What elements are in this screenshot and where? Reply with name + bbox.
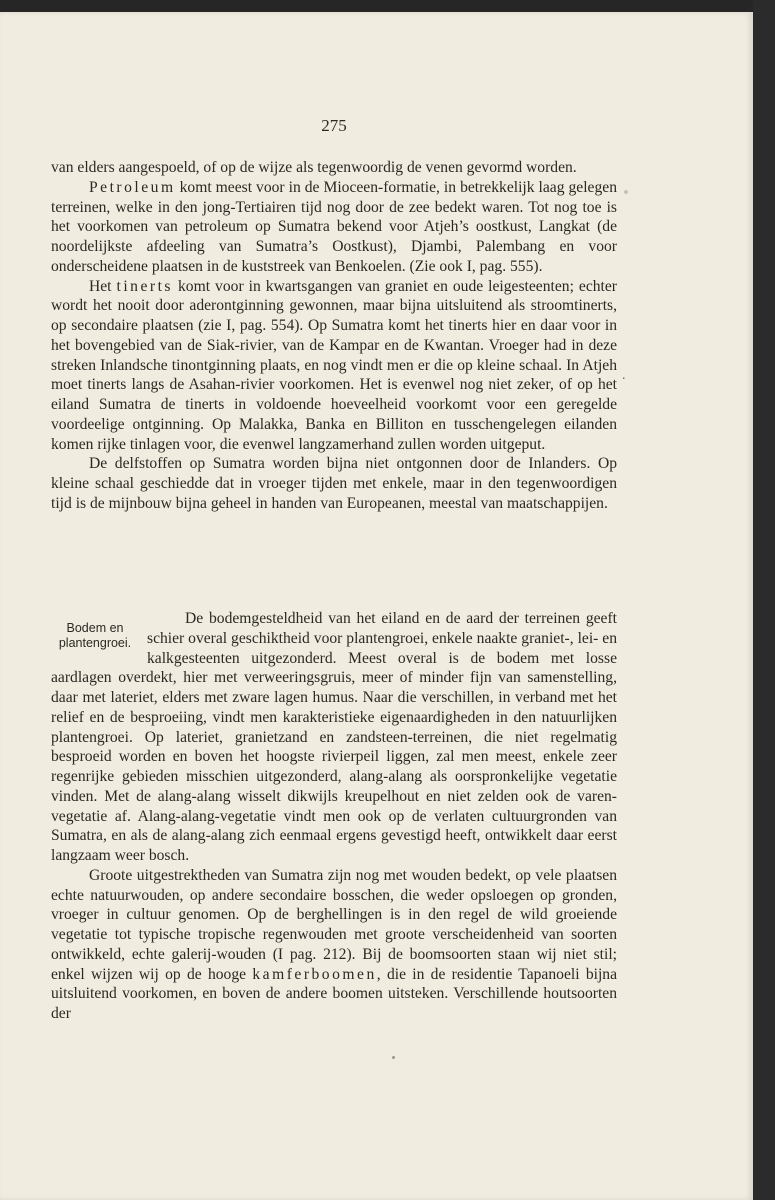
paragraph-intro: van elders aangespoeld, of op de wijze als tegenwoordig de venen gevormd worden. [51, 159, 577, 176]
scan-border-top [0, 0, 775, 12]
side-note-heading [51, 621, 139, 651]
text-block-vegetation [51, 609, 617, 1024]
paragraph-tinerts [51, 277, 617, 455]
tinerts-text-b: . Vroeger had in deze streken Inlandsche tinontginning plaats, en nog vindt men er die op kleine schaal. In Atjeh moet tinerts langs de Asahan-rivier voorkomen. Het is evenwel nog niet zeker, of op het eiland Sumatra de tinerts in voldoende hoeveelheid voorkomt voor een geregelde voordeelige ontginning. Op Malakka, Banka en Billiton en tusschengelegen eilanden komen rijke tinlagen voor, die evenwel langzamerhand zullen worden uitgeput. [51, 336, 618, 453]
petroleum-text: komt meest voor in de Mioceen-formatie, in betrekkelijk laag gelegen terreinen, welke in den jong-Tertiairen tijd nog door de zee bedekt waren. Tot nog toe is het voorkomen van petroleum op Sumatra bekend voor Atjeh’s oostkust, Langkat (de noordelijkste afdeeling van Sumatra’s Oostkust), Djambi, Palembang en voor onderscheidene plaatsen in de kuststreek van Benkoelen. (Zie ook I, pag. 555). [51, 178, 617, 275]
keyword-kamferboomen: kamferboomen [252, 965, 377, 983]
side-note-line-2: plantengroei. [58, 636, 132, 650]
paragraph-wouden [51, 866, 617, 1024]
paragraph-bodem: De bodemgesteldheid van het eiland en de aard der terreinen geeft schier overal geschiktheid voor plantengroei, enkele naakte graniet-, lei- en kalkgesteenten uitgezonderd. Meest overal is de bodem met losse aardlagen overdekt, hier met verweeringsgruis, meer of minder fijn van samenstelling, daar met lateriet, elders met zware lagen humus. Naar die verschillen, in verband met het relief en de besproeiing, vindt men karakteristieke eigenaardigheden in den natuurlijken plantengroei. Op lateriet, granietzand en zandsteen-terreinen, die niet regelmatig besproeid worden en boven het hoogste rivierpeil liggen, zal men meest, enkele zeer regenrijke gebieden misschien uitgezonderd, alang-alang als oorspronkelijke vegetatie vinden. Met de alang-alang wisselt dikwijls kreupelhout en niet zelden ook de varen-vegetatie af. Alang-alang-vegetatie vindt men ook op de verlaten cultuurgronden van Sumatra, en als de alang-alang zich eenmaal ergens gevestigd heeft, ontwikkelt daar eerst langzaam weer bosch. [51, 610, 617, 864]
tinerts-lead: Het [89, 277, 117, 295]
tinerts-text-a: komt voor in kwartsgangen van graniet en oude leigesteenten; echter wordt het nooit door aderontginning gewonnen, maar bijna uitsluitend als stroomtinerts, op secondaire plaatsen (zie I, pag. 554). Op Sumatra komt het tinerts hier en daar voor in het bovengebied van de Siak-rivier, van de Kampar en de [51, 277, 617, 354]
paper-speck [624, 190, 628, 194]
keyword-kwantan: Kwantan [423, 336, 481, 354]
paper-speck [392, 1056, 395, 1059]
scan-border-right [753, 0, 775, 1200]
keyword-petroleum: Petroleum [89, 178, 176, 196]
keyword-tinerts: tinerts [116, 277, 173, 295]
side-note-line-1: Bodem en [66, 621, 124, 635]
margin-mark: . [622, 368, 626, 383]
wouden-text-b: , die in de residentie Tapanoeli bijna uitsluitend voorkomen, en boven de andere boomen uitsteken. Verschillende houtsoorten der [51, 965, 617, 1022]
wouden-text-a: Groote uitgestrektheden van Sumatra zijn nog met wouden bedekt, op vele plaatsen echte natuurwouden, op andere secondaire bosschen, die weder opsloegen op gronden, vroeger in cultuur genomen. Op de berghellingen is in den regel de wild groeiende vegetatie tot typische tropische regenwouden met groote verscheidenheid van soorten ontwikkeld, echte galerij-wouden (I pag. 212). Bij de boomsoorten staan wij niet stil; enkel wijzen wij op de hooge [51, 866, 617, 983]
paragraph-petroleum [51, 178, 617, 277]
book-page [0, 12, 753, 1200]
text-block-minerals [51, 158, 617, 514]
page-number: 275 [321, 116, 347, 135]
paragraph-delfstoffen: De delfstoffen op Sumatra worden bijna niet ontgonnen door de Inlanders. Op kleine schaal geschiedde dat in vroeger tijden met enkele, maar in den tegenwoordigen tijd is de mijnbouw bijna geheel in handen van Europeanen, meestal van maatschappijen. [51, 455, 617, 512]
